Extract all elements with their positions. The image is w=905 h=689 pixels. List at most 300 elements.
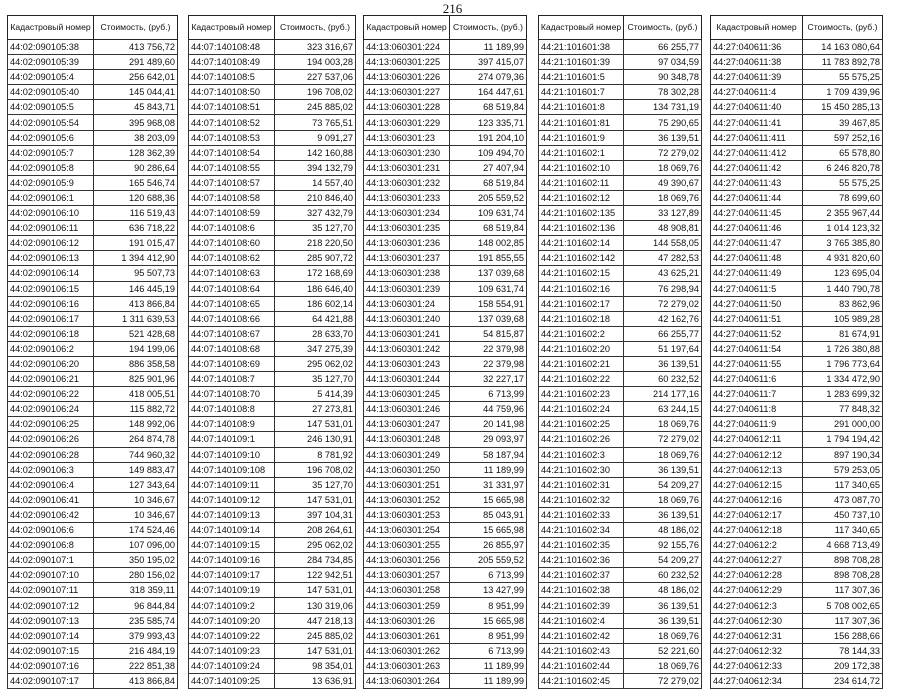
- cadastral-number: 44:07:140108:69: [189, 356, 275, 371]
- cost-value: 4 668 713,49: [803, 538, 883, 553]
- cadastral-number: 44:02:090106:21: [8, 372, 94, 387]
- cost-value: 579 253,05: [803, 462, 883, 477]
- cost-value: 218 220,50: [275, 236, 356, 251]
- cadastral-number: 44:07:140108:64: [189, 281, 275, 296]
- table-row: [8, 447, 178, 462]
- table-row: [8, 251, 178, 266]
- cost-value: 105 989,28: [803, 311, 883, 326]
- cadastral-number: 44:27:040612:11: [711, 432, 803, 447]
- table-row: [539, 372, 702, 387]
- cadastral-number: 44:02:090106:17: [8, 311, 94, 326]
- cadastral-number: 44:21:101601:39: [539, 55, 624, 70]
- table-row: [8, 628, 178, 643]
- cadastral-number: 44:07:140108:59: [189, 206, 275, 221]
- cadastral-number: 44:27:040611:412: [711, 145, 803, 160]
- cadastral-number: 44:21:101602:10: [539, 160, 624, 175]
- cost-value: 48 908,81: [624, 221, 702, 236]
- table-row: [539, 55, 702, 70]
- cadastral-number: 44:13:060301:258: [364, 583, 450, 598]
- cost-value: 31 331,97: [450, 477, 527, 492]
- table-row: [711, 598, 883, 613]
- table-row: [539, 85, 702, 100]
- cost-value: 13 427,99: [450, 583, 527, 598]
- cadastral-number: 44:21:101602:16: [539, 281, 624, 296]
- cost-value: 35 127,70: [275, 477, 356, 492]
- cadastral-number: 44:07:140109:22: [189, 628, 275, 643]
- cost-value: 72 279,02: [624, 673, 702, 688]
- table-row: [189, 296, 356, 311]
- cadastral-number: 44:27:040612:29: [711, 583, 803, 598]
- table-row: [364, 70, 527, 85]
- cost-value: 60 232,52: [624, 372, 702, 387]
- cadastral-number: 44:27:040612:13: [711, 462, 803, 477]
- table-row: [8, 432, 178, 447]
- cadastral-number: 44:02:090106:15: [8, 281, 94, 296]
- cadastral-number: 44:02:090105:38: [8, 40, 94, 55]
- table-row: [711, 387, 883, 402]
- table-row: [711, 356, 883, 371]
- cadastral-number: 44:13:060301:24: [364, 296, 450, 311]
- cadastral-number: 44:27:040611:43: [711, 175, 803, 190]
- cadastral-number: 44:07:140109:1: [189, 432, 275, 447]
- cost-value: 186 646,40: [275, 281, 356, 296]
- cost-value: 291 000,00: [803, 417, 883, 432]
- table-row: [364, 100, 527, 115]
- cadastral-number: 44:13:060301:259: [364, 598, 450, 613]
- table-row: [539, 70, 702, 85]
- cadastral-number: 44:27:040612:17: [711, 507, 803, 522]
- cadastral-number: 44:07:140108:60: [189, 236, 275, 251]
- table-row: [711, 447, 883, 462]
- table-row: [539, 326, 702, 341]
- table-row: [8, 296, 178, 311]
- cost-value: 27 273,81: [275, 402, 356, 417]
- cadastral-number: 44:21:101601:38: [539, 40, 624, 55]
- table-row: [364, 236, 527, 251]
- cadastral-number: 44:02:090106:18: [8, 326, 94, 341]
- table-row: [364, 462, 527, 477]
- table-row: [711, 296, 883, 311]
- cost-value: 66 255,77: [624, 326, 702, 341]
- table-row: [189, 236, 356, 251]
- cadastral-number: 44:02:090106:41: [8, 492, 94, 507]
- cost-value: 397 104,31: [275, 507, 356, 522]
- table-row: [364, 673, 527, 688]
- cadastral-number: 44:02:090107:14: [8, 628, 94, 643]
- cost-value: 147 531,01: [275, 583, 356, 598]
- cadastral-number: 44:13:060301:233: [364, 190, 450, 205]
- cost-value: 145 044,41: [94, 85, 178, 100]
- table-row: [711, 206, 883, 221]
- cost-value: 235 585,74: [94, 613, 178, 628]
- table-row: [364, 523, 527, 538]
- cost-value: 350 195,02: [94, 553, 178, 568]
- cost-value: 72 279,02: [624, 145, 702, 160]
- cadastral-number: 44:02:090106:1: [8, 190, 94, 205]
- table-row: [189, 145, 356, 160]
- cadastral-table-4: [538, 15, 702, 689]
- cadastral-number: 44:02:090106:14: [8, 266, 94, 281]
- table-row: [711, 311, 883, 326]
- table-row: [189, 643, 356, 658]
- cost-value: 128 362,39: [94, 145, 178, 160]
- cadastral-number: 44:07:140109:15: [189, 538, 275, 553]
- cadastral-number: 44:21:101602:26: [539, 432, 624, 447]
- cadastral-number: 44:07:140109:19: [189, 583, 275, 598]
- cadastral-number: 44:13:060301:262: [364, 643, 450, 658]
- cadastral-number: 44:27:040611:52: [711, 326, 803, 341]
- cost-value: 123 695,04: [803, 266, 883, 281]
- cadastral-number: 44:21:101602:3: [539, 447, 624, 462]
- cost-value: 186 602,14: [275, 296, 356, 311]
- cost-value: 68 519,84: [450, 221, 527, 236]
- cost-value: 72 279,02: [624, 432, 702, 447]
- cost-value: 83 862,96: [803, 296, 883, 311]
- cost-value: 413 866,84: [94, 673, 178, 688]
- table-row: [8, 311, 178, 326]
- cadastral-number: 44:02:090106:20: [8, 356, 94, 371]
- table-row: [711, 55, 883, 70]
- table-row: [539, 477, 702, 492]
- cadastral-number: 44:02:090106:24: [8, 402, 94, 417]
- cadastral-number: 44:27:040611:41: [711, 115, 803, 130]
- cost-value: 156 288,66: [803, 628, 883, 643]
- cost-value: 109 631,74: [450, 206, 527, 221]
- cadastral-number: 44:07:140108:55: [189, 160, 275, 175]
- cadastral-number: 44:13:060301:242: [364, 341, 450, 356]
- table-row: [8, 372, 178, 387]
- header-number: Кадастровый номер: [539, 16, 624, 40]
- cost-value: 825 901,96: [94, 372, 178, 387]
- cost-value: 886 358,58: [94, 356, 178, 371]
- cadastral-number: 44:13:060301:246: [364, 402, 450, 417]
- cost-value: 36 139,51: [624, 598, 702, 613]
- cost-value: 32 227,17: [450, 372, 527, 387]
- table-row: [189, 326, 356, 341]
- cost-value: 208 264,61: [275, 523, 356, 538]
- table-row: [8, 568, 178, 583]
- cadastral-table-1: [7, 15, 178, 689]
- cadastral-number: 44:21:101602:21: [539, 356, 624, 371]
- table-row: [189, 568, 356, 583]
- table-row: [711, 643, 883, 658]
- cost-value: 14 557,40: [275, 175, 356, 190]
- table-row: [711, 341, 883, 356]
- cost-value: 158 554,91: [450, 296, 527, 311]
- cadastral-number: 44:07:140108:68: [189, 341, 275, 356]
- cadastral-number: 44:07:140109:12: [189, 492, 275, 507]
- cadastral-number: 44:21:101601:8: [539, 100, 624, 115]
- table-row: [539, 387, 702, 402]
- cost-value: 44 759,96: [450, 402, 527, 417]
- cost-value: 447 218,13: [275, 613, 356, 628]
- table-row: [364, 55, 527, 70]
- cadastral-number: 44:13:060301:253: [364, 507, 450, 522]
- cost-value: 127 343,64: [94, 477, 178, 492]
- table-row: [364, 568, 527, 583]
- cadastral-number: 44:02:090105:39: [8, 55, 94, 70]
- cost-value: 72 279,02: [624, 296, 702, 311]
- table-row: [539, 160, 702, 175]
- cadastral-number: 44:27:040612:30: [711, 613, 803, 628]
- table-row: [189, 175, 356, 190]
- cost-value: 10 346,67: [94, 507, 178, 522]
- table-row: [364, 130, 527, 145]
- cadastral-number: 44:07:140108:6: [189, 221, 275, 236]
- cost-value: 130 319,06: [275, 598, 356, 613]
- cadastral-number: 44:21:101602:4: [539, 613, 624, 628]
- table-row: [8, 40, 178, 55]
- table-row: [711, 145, 883, 160]
- table-row: [711, 281, 883, 296]
- cost-value: 97 034,59: [624, 55, 702, 70]
- table-row: [8, 100, 178, 115]
- cost-value: 63 244,15: [624, 402, 702, 417]
- cost-value: 90 286,64: [94, 160, 178, 175]
- cadastral-number: 44:27:040611:411: [711, 130, 803, 145]
- cadastral-number: 44:27:040611:39: [711, 70, 803, 85]
- cost-value: 222 851,38: [94, 658, 178, 673]
- cadastral-number: 44:07:140109:11: [189, 477, 275, 492]
- cadastral-number: 44:13:060301:230: [364, 145, 450, 160]
- cost-value: 205 559,52: [450, 190, 527, 205]
- cost-value: 898 708,28: [803, 553, 883, 568]
- cadastral-number: 44:07:140109:10: [189, 447, 275, 462]
- table-row: [711, 115, 883, 130]
- cost-value: 347 275,39: [275, 341, 356, 356]
- table-row: [364, 145, 527, 160]
- table-row: [539, 311, 702, 326]
- cadastral-number: 44:21:101602:11: [539, 175, 624, 190]
- table-row: [189, 281, 356, 296]
- table-row: [189, 266, 356, 281]
- cadastral-number: 44:27:040611:8: [711, 402, 803, 417]
- table-row: [364, 402, 527, 417]
- cost-value: 280 156,02: [94, 568, 178, 583]
- table-row: [189, 206, 356, 221]
- cost-value: 146 445,19: [94, 281, 178, 296]
- cost-value: 10 346,67: [94, 492, 178, 507]
- cost-value: 137 039,68: [450, 266, 527, 281]
- table-row: [711, 221, 883, 236]
- table-row: [539, 40, 702, 55]
- cost-value: 36 139,51: [624, 130, 702, 145]
- table-row: [364, 85, 527, 100]
- cost-value: 45 843,71: [94, 100, 178, 115]
- cost-value: 120 688,36: [94, 190, 178, 205]
- cadastral-number: 44:27:040611:55: [711, 356, 803, 371]
- table-row: [711, 507, 883, 522]
- page-number: 216: [442, 1, 463, 16]
- cost-value: 28 633,70: [275, 326, 356, 341]
- cadastral-number: 44:21:101602:33: [539, 507, 624, 522]
- cost-value: 172 168,69: [275, 266, 356, 281]
- cadastral-number: 44:13:060301:244: [364, 372, 450, 387]
- table-row: [711, 266, 883, 281]
- cadastral-number: 44:13:060301:256: [364, 553, 450, 568]
- cadastral-number: 44:21:101602:42: [539, 628, 624, 643]
- cost-value: 1 311 639,53: [94, 311, 178, 326]
- cadastral-number: 44:02:090106:11: [8, 221, 94, 236]
- cadastral-number: 44:13:060301:250: [364, 462, 450, 477]
- cadastral-number: 44:21:101602:30: [539, 462, 624, 477]
- cadastral-number: 44:02:090106:2: [8, 341, 94, 356]
- table-row: [8, 55, 178, 70]
- header-cost: Стоимость, (руб.): [803, 16, 883, 40]
- cost-value: 284 734,85: [275, 553, 356, 568]
- table-row: [711, 553, 883, 568]
- cadastral-number: 44:27:040611:40: [711, 100, 803, 115]
- cost-value: 6 713,99: [450, 387, 527, 402]
- cadastral-number: 44:27:040611:42: [711, 160, 803, 175]
- cost-value: 6 246 820,78: [803, 160, 883, 175]
- cadastral-number: 44:27:040611:44: [711, 190, 803, 205]
- table-row: [539, 175, 702, 190]
- table-row: [539, 130, 702, 145]
- cost-value: 26 855,97: [450, 538, 527, 553]
- cost-value: 54 209,27: [624, 477, 702, 492]
- table-row: [364, 175, 527, 190]
- cost-value: 52 221,60: [624, 643, 702, 658]
- table-row: [539, 190, 702, 205]
- cadastral-number: 44:02:090107:10: [8, 568, 94, 583]
- cadastral-number: 44:02:090106:8: [8, 538, 94, 553]
- cost-value: 196 708,02: [275, 85, 356, 100]
- table-row: [539, 100, 702, 115]
- table-row: [189, 251, 356, 266]
- cadastral-number: 44:07:140108:9: [189, 417, 275, 432]
- cadastral-number: 44:07:140108:52: [189, 115, 275, 130]
- cost-value: 137 039,68: [450, 311, 527, 326]
- cadastral-number: 44:13:060301:241: [364, 326, 450, 341]
- cadastral-number: 44:21:101601:7: [539, 85, 624, 100]
- cost-value: 90 348,78: [624, 70, 702, 85]
- table-row: [8, 523, 178, 538]
- cost-value: 109 494,70: [450, 145, 527, 160]
- cost-value: 27 407,94: [450, 160, 527, 175]
- table-row: [539, 266, 702, 281]
- table-row: [189, 673, 356, 688]
- cadastral-number: 44:27:040612:12: [711, 447, 803, 462]
- table-row: [8, 175, 178, 190]
- cadastral-number: 44:02:090106:4: [8, 477, 94, 492]
- cadastral-number: 44:02:090106:12: [8, 236, 94, 251]
- cadastral-number: 44:02:090107:12: [8, 598, 94, 613]
- table-row: [364, 311, 527, 326]
- table-row: [711, 100, 883, 115]
- cadastral-number: 44:02:090105:54: [8, 115, 94, 130]
- cost-value: 42 162,76: [624, 311, 702, 326]
- cadastral-number: 44:27:040612:28: [711, 568, 803, 583]
- table-row: [364, 160, 527, 175]
- cadastral-table-3: [363, 15, 527, 689]
- header-number: Кадастровый номер: [364, 16, 450, 40]
- table-row: [8, 507, 178, 522]
- cadastral-number: 44:21:101602:136: [539, 221, 624, 236]
- table-row: [8, 553, 178, 568]
- table-row: [539, 296, 702, 311]
- table-row: [189, 160, 356, 175]
- cost-value: 18 069,76: [624, 658, 702, 673]
- cadastral-number: 44:21:101602:43: [539, 643, 624, 658]
- cadastral-number: 44:02:090105:6: [8, 130, 94, 145]
- cadastral-number: 44:21:101602:18: [539, 311, 624, 326]
- cadastral-number: 44:21:101602:44: [539, 658, 624, 673]
- cost-value: 58 187,94: [450, 447, 527, 462]
- cadastral-number: 44:13:060301:234: [364, 206, 450, 221]
- cost-value: 379 993,43: [94, 628, 178, 643]
- cadastral-number: 44:21:101602:38: [539, 583, 624, 598]
- header-cost: Стоимость, (руб.): [450, 16, 527, 40]
- cadastral-number: 44:07:140109:13: [189, 507, 275, 522]
- table-row: [539, 643, 702, 658]
- cost-value: 1 394 412,90: [94, 251, 178, 266]
- cadastral-number: 44:13:060301:23: [364, 130, 450, 145]
- cost-value: 85 043,91: [450, 507, 527, 522]
- cost-value: 395 968,08: [94, 115, 178, 130]
- table-row: [539, 341, 702, 356]
- cadastral-number: 44:27:040611:5: [711, 281, 803, 296]
- table-row: [364, 628, 527, 643]
- table-row: [8, 221, 178, 236]
- table-row: [364, 477, 527, 492]
- cost-value: 68 519,84: [450, 100, 527, 115]
- table-row: [711, 658, 883, 673]
- table-row: [539, 568, 702, 583]
- cost-value: 68 519,84: [450, 175, 527, 190]
- cost-value: 147 531,01: [275, 643, 356, 658]
- cadastral-number: 44:02:090106:3: [8, 462, 94, 477]
- table-row: [364, 613, 527, 628]
- cadastral-number: 44:21:101602:22: [539, 372, 624, 387]
- table-row: [711, 236, 883, 251]
- table-row: [8, 417, 178, 432]
- cost-value: 327 432,79: [275, 206, 356, 221]
- cadastral-number: 44:21:101602:20: [539, 341, 624, 356]
- cost-value: 78 699,60: [803, 190, 883, 205]
- cadastral-number: 44:21:101602:34: [539, 523, 624, 538]
- cost-value: 15 665,98: [450, 613, 527, 628]
- cadastral-number: 44:02:090106:22: [8, 387, 94, 402]
- cadastral-number: 44:07:140109:23: [189, 643, 275, 658]
- cadastral-number: 44:13:060301:231: [364, 160, 450, 175]
- cost-value: 234 614,72: [803, 673, 883, 688]
- cost-value: 11 189,99: [450, 673, 527, 688]
- cadastral-number: 44:13:060301:252: [364, 492, 450, 507]
- cost-value: 98 354,01: [275, 658, 356, 673]
- table-row: [711, 568, 883, 583]
- cost-value: 744 960,32: [94, 447, 178, 462]
- cadastral-number: 44:13:060301:245: [364, 387, 450, 402]
- table-row: [711, 492, 883, 507]
- cost-value: 18 069,76: [624, 492, 702, 507]
- cadastral-number: 44:13:060301:228: [364, 100, 450, 115]
- table-row: [189, 356, 356, 371]
- table-row: [189, 553, 356, 568]
- table-row: [189, 85, 356, 100]
- table-row: [711, 583, 883, 598]
- cost-value: 8 951,99: [450, 598, 527, 613]
- table-row: [711, 402, 883, 417]
- table-row: [711, 432, 883, 447]
- cadastral-number: 44:07:140108:58: [189, 190, 275, 205]
- cost-value: 11 189,99: [450, 658, 527, 673]
- cadastral-number: 44:07:140108:53: [189, 130, 275, 145]
- cost-value: 38 203,09: [94, 130, 178, 145]
- table-row: [539, 538, 702, 553]
- table-row: [189, 628, 356, 643]
- cadastral-number: 44:27:040612:3: [711, 598, 803, 613]
